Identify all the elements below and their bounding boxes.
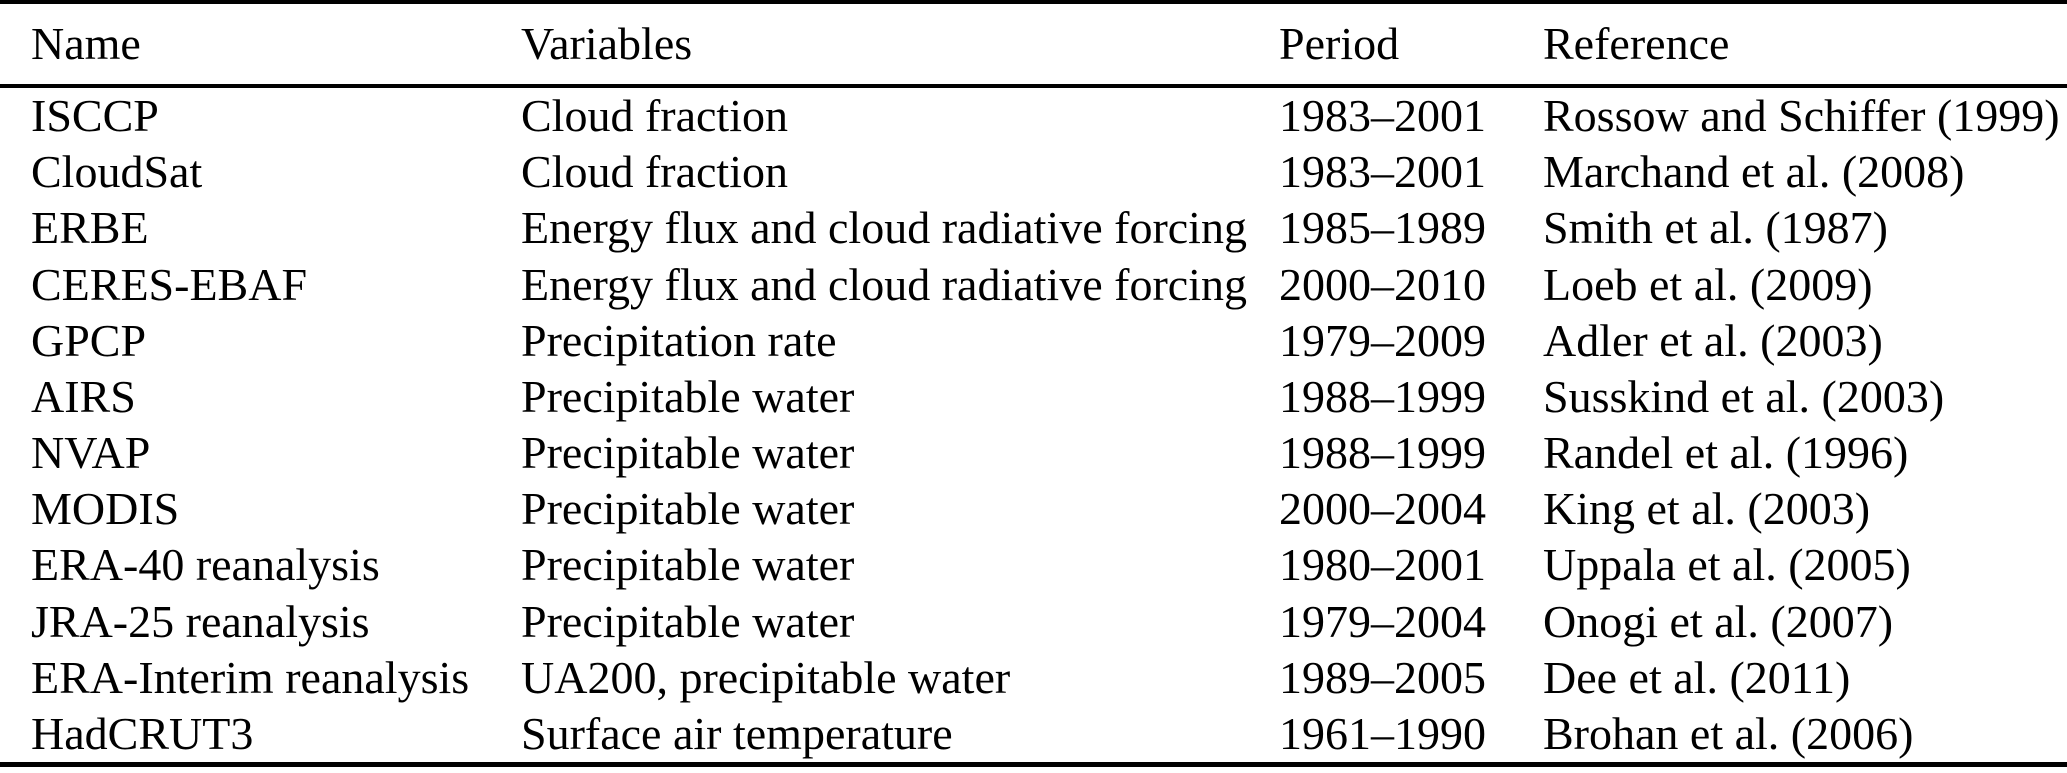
table-bottom-rule [0, 762, 2067, 767]
table-row [0, 650, 2067, 706]
dataset-period: 1985–1989 [1279, 202, 1486, 254]
table-row [0, 481, 2067, 537]
dataset-variables: Precipitable water [521, 370, 855, 422]
dataset-period: 1983–2001 [1279, 146, 1486, 198]
table-header-row [0, 4, 2067, 84]
dataset-name: HadCRUT3 [31, 707, 254, 759]
table-row [0, 425, 2067, 481]
dataset-variables: UA200, precipitable water [521, 651, 1011, 703]
dataset-reference: Onogi et al. (2007) [1543, 595, 1894, 647]
dataset-period: 1988–1999 [1279, 370, 1486, 422]
dataset-name: ISCCP [31, 90, 159, 142]
dataset-period: 2000–2004 [1279, 483, 1486, 535]
dataset-reference: Susskind et al. (2003) [1543, 370, 1945, 422]
dataset-period: 1979–2004 [1279, 595, 1486, 647]
dataset-variables: Precipitable water [521, 539, 855, 591]
dataset-period: 1980–2001 [1279, 539, 1486, 591]
table-row [0, 369, 2067, 425]
dataset-variables: Cloud fraction [521, 146, 788, 198]
dataset-reference: Rossow and Schiffer (1999) [1543, 90, 2060, 142]
table-row [0, 88, 2067, 144]
dataset-reference: Brohan et al. (2006) [1543, 707, 1914, 759]
dataset-period: 1979–2009 [1279, 314, 1486, 366]
dataset-period: 1961–1990 [1279, 707, 1486, 759]
dataset-reference: Uppala et al. (2005) [1543, 539, 1911, 591]
dataset-variables: Surface air temperature [521, 707, 953, 759]
dataset-name: MODIS [31, 483, 180, 535]
column-header-reference: Reference [1543, 18, 1730, 69]
dataset-variables: Precipitable water [521, 483, 855, 535]
dataset-name: AIRS [31, 370, 136, 422]
dataset-reference: Adler et al. (2003) [1543, 314, 1883, 366]
dataset-name: ERBE [31, 202, 149, 254]
table-row [0, 257, 2067, 313]
dataset-variables: Precipitation rate [521, 314, 837, 366]
table-body [0, 88, 2067, 762]
dataset-variables: Precipitable water [521, 427, 855, 479]
dataset-name: CERES-EBAF [31, 258, 308, 310]
table-row [0, 537, 2067, 593]
dataset-reference: Loeb et al. (2009) [1543, 258, 1873, 310]
dataset-period: 2000–2010 [1279, 258, 1486, 310]
dataset-variables: Precipitable water [521, 595, 855, 647]
dataset-name: NVAP [31, 427, 151, 479]
table-row [0, 594, 2067, 650]
dataset-reference: Smith et al. (1987) [1543, 202, 1888, 254]
table-row [0, 313, 2067, 369]
column-header-period: Period [1279, 18, 1400, 69]
table-row [0, 706, 2067, 762]
dataset-name: GPCP [31, 314, 147, 366]
dataset-period: 1983–2001 [1279, 90, 1486, 142]
table-row [0, 144, 2067, 200]
column-header-name: Name [31, 18, 141, 69]
dataset-period: 1989–2005 [1279, 651, 1486, 703]
column-header-variables: Variables [521, 18, 693, 69]
dataset-reference: King et al. (2003) [1543, 483, 1871, 535]
table-row [0, 200, 2067, 256]
dataset-reference: Marchand et al. (2008) [1543, 146, 1965, 198]
dataset-reference: Dee et al. (2011) [1543, 651, 1851, 703]
dataset-period: 1988–1999 [1279, 427, 1486, 479]
dataset-name: ERA-Interim reanalysis [31, 651, 470, 703]
dataset-name: JRA-25 reanalysis [31, 595, 370, 647]
dataset-variables: Cloud fraction [521, 90, 788, 142]
dataset-reference: Randel et al. (1996) [1543, 427, 1909, 479]
dataset-name: CloudSat [31, 146, 203, 198]
dataset-name: ERA-40 reanalysis [31, 539, 380, 591]
dataset-variables: Energy flux and cloud radiative forcing [521, 258, 1247, 310]
dataset-variables: Energy flux and cloud radiative forcing [521, 202, 1247, 254]
